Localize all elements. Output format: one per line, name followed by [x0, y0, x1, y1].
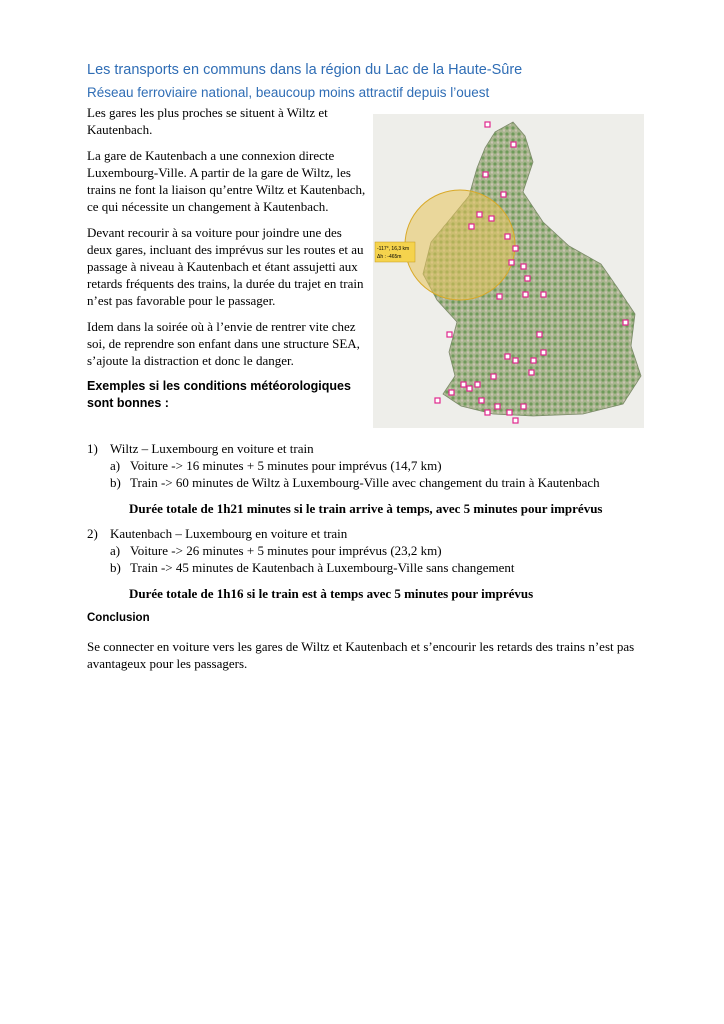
station-marker: [537, 332, 542, 337]
station-marker: [467, 386, 472, 391]
example-1-a-marker: a): [110, 458, 121, 473]
example-1-total: Durée totale de 1h21 minutes si le train arrive à temps, avec 5 minutes pour imprévus: [129, 501, 603, 516]
station-marker: [521, 264, 526, 269]
station-marker: [525, 276, 530, 281]
examples-heading: Exemples si les conditions météorologiques sont bonnes :: [87, 379, 351, 410]
station-marker: [485, 122, 490, 127]
paragraph-evening: Idem dans la soirée où à l’envie de rentrer vite chez soi, de reprendre son enfant dans une structure SEA, s’ajoute la distraction et donc le danger.: [87, 319, 360, 368]
example-2-number: 2): [87, 526, 98, 541]
conclusion-heading: Conclusion: [87, 612, 150, 624]
examples-list: [87, 440, 647, 600]
station-marker: [483, 172, 488, 177]
example-2-a-text: Voiture -> 26 minutes + 5 minutes pour imprévus (23,2 km): [130, 543, 442, 558]
example-2-b-marker: b): [110, 560, 121, 575]
station-marker: [461, 382, 466, 387]
station-marker: [485, 410, 490, 415]
station-marker: [477, 212, 482, 217]
station-marker: [479, 398, 484, 403]
station-marker: [491, 374, 496, 379]
station-marker: [435, 398, 440, 403]
conclusion-text: Se connecter en voiture vers les gares de Wiltz et Kautenbach et s’encourir les retards des trains n’est pas avantageux pour les passagers.: [87, 639, 635, 671]
station-marker: [511, 142, 516, 147]
example-1-title: Wiltz – Luxembourg en voiture et train: [110, 441, 314, 456]
radius-circle: [405, 190, 515, 300]
station-marker: [495, 404, 500, 409]
station-marker: [449, 390, 454, 395]
station-marker: [475, 382, 480, 387]
station-marker: [505, 354, 510, 359]
station-marker: [513, 358, 518, 363]
station-marker: [541, 350, 546, 355]
document-title: Les transports en communs dans la région du Lac de la Haute-Sûre: [87, 62, 523, 78]
station-marker: [469, 224, 474, 229]
paragraph-stations: Les gares les plus proches se situent à Wiltz et Kautenbach.: [87, 105, 328, 137]
example-2-title: Kautenbach – Luxembourg en voiture et train: [110, 526, 348, 541]
station-marker: [521, 404, 526, 409]
map-graphic: [373, 114, 644, 428]
example-1-number: 1): [87, 441, 98, 456]
paragraph-kautenbach: La gare de Kautenbach a une connexion directe Luxembourg-Ville. A partir de la gare de Wiltz, les trains ne font la liaison qu’entre Wiltz et Kautenbach, ce qui nécessite un changement à Kautenbach.: [87, 148, 366, 214]
station-marker: [531, 358, 536, 363]
station-marker: [523, 292, 528, 297]
station-marker: [529, 370, 534, 375]
example-1-b-text: Train -> 60 minutes de Wiltz à Luxembourg-Ville avec changement du train à Kautenbach: [130, 475, 600, 490]
station-marker: [505, 234, 510, 239]
example-1-a-text: Voiture -> 16 minutes + 5 minutes pour imprévus (14,7 km): [130, 458, 442, 473]
station-marker: [447, 332, 452, 337]
station-marker: [497, 294, 502, 299]
distance-label: -117°, 16,3 km: [377, 246, 410, 252]
height-label: Δh : -465m: [377, 254, 402, 260]
station-marker: [507, 410, 512, 415]
example-2-b-text: Train -> 45 minutes de Kautenbach à Luxembourg-Ville sans changement: [130, 560, 515, 575]
station-marker: [513, 246, 518, 251]
example-2-total: Durée totale de 1h16 si le train est à temps avec 5 minutes pour imprévus: [129, 586, 534, 601]
example-2-a-marker: a): [110, 543, 121, 558]
paragraph-car: Devant recourir à sa voiture pour joindre une des deux gares, incluant des imprévus sur les routes et au passage à niveau à Kautenbach et étant assujetti aux retards fréquents des trains, la durée du trajet en train n’est pas favorable pour le passager.: [87, 225, 364, 308]
intro-column: [87, 104, 369, 421]
station-marker: [623, 320, 628, 325]
luxembourg-rail-map: [373, 114, 644, 428]
station-marker: [509, 260, 514, 265]
station-marker: [501, 192, 506, 197]
station-marker: [513, 418, 518, 423]
station-marker: [489, 216, 494, 221]
example-1-b-marker: b): [110, 475, 121, 490]
document-subtitle: Réseau ferroviaire national, beaucoup moins attractif depuis l’ouest: [87, 85, 490, 100]
station-marker: [541, 292, 546, 297]
